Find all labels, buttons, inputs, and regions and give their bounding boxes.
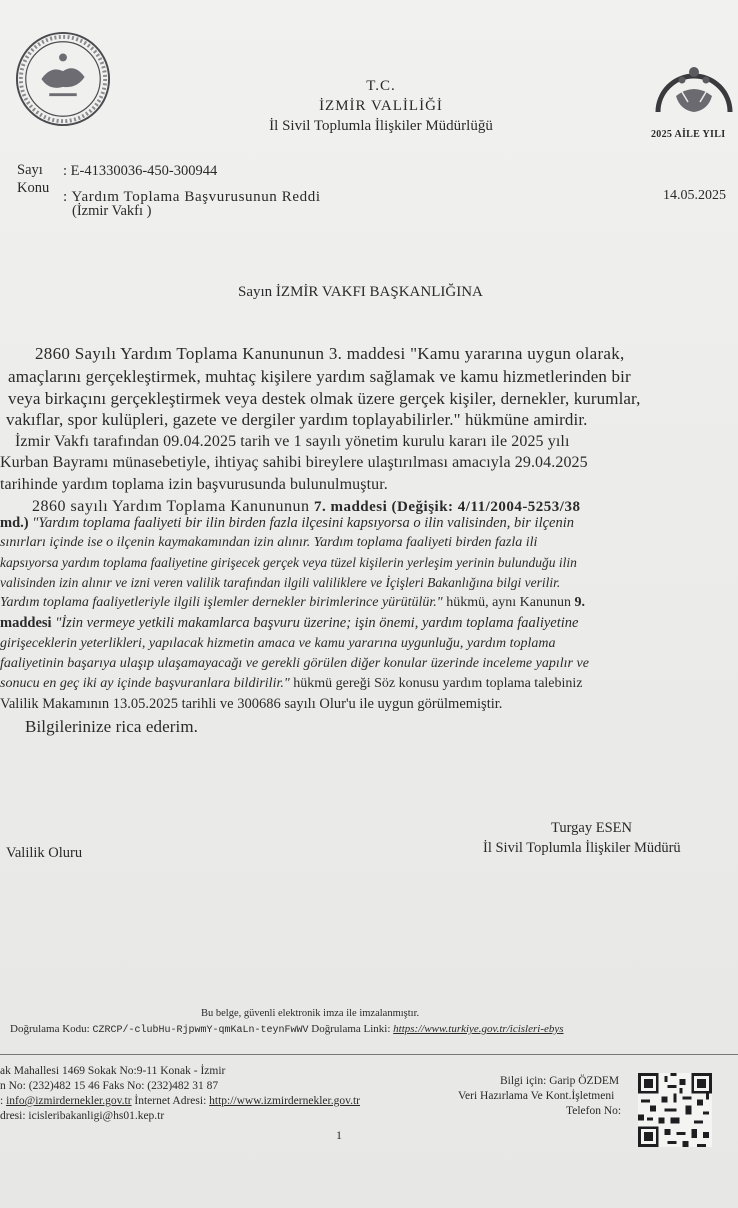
signer-name: Turgay ESEN bbox=[551, 820, 632, 836]
body-line-5: İzmir Vakfı tarafından 09.04.2025 tarih ve 1 sayılı yönetim kurulu kararı ile 2025 yılı bbox=[15, 433, 570, 450]
law-9-quote-start: "İzin vermeye yetkili makamlarca başvuru üzerine; işin önemi, yardım toplama faaliyetine bbox=[51, 615, 579, 631]
footer-contact-prefix: : bbox=[0, 1095, 7, 1107]
rejection-line: Valilik Makamının 13.05.2025 tarihli ve 300686 sayılı Olur'u ile uygun görülmemiştir. bbox=[0, 696, 503, 712]
law-7-lead-text: 2860 sayılı Yardım Toplama Kanununun bbox=[32, 498, 310, 515]
footer-address: ak Mahallesi 1469 Sokak No:9-11 Konak - İzmir bbox=[0, 1065, 226, 1077]
law-7-lead bbox=[32, 498, 580, 516]
body-line-3: veya birkaçını gerçekleştirmek veya destek olmak üzere gerçek kişiler, dernekler, kurumlar, bbox=[8, 389, 641, 408]
law-7-article: 7. maddesi (Değişik: 4/11/2004-5253/38 bbox=[313, 499, 581, 515]
body-line-2: amaçlarını gerçekleştirmek, muhtaç kişilere yardım sağlamak ve kamu hizmetlerinden bir bbox=[8, 367, 631, 386]
law-9-line-3: girişeceklerin yeterlikleri, yapılacak hizmetin amaca ve kamu yararına uygunluğu, yardım toplama bbox=[0, 636, 556, 651]
valilik-oluru: Valilik Oluru bbox=[6, 845, 83, 861]
verification-line bbox=[10, 1023, 564, 1036]
verification-code-label: Doğrulama Kodu: bbox=[10, 1023, 90, 1035]
closing-line: Bilgilerinize rica ederim. bbox=[25, 717, 198, 736]
qr-code-icon bbox=[638, 1073, 712, 1147]
footer-email-link[interactable]: info@izmirdernekler.gov.tr bbox=[6, 1095, 132, 1107]
addressee: Sayın İZMİR VAKFI BAŞKANLIĞINA bbox=[238, 284, 483, 300]
law-9-lead: hükmü, aynı Kanunun bbox=[442, 595, 575, 610]
law-9-line-5 bbox=[0, 676, 583, 692]
law-9-line-2 bbox=[0, 615, 578, 632]
footer-phone: n No: (232)482 15 46 Faks No: (232)482 31 87 bbox=[0, 1080, 219, 1092]
info-phone: Telefon No: bbox=[566, 1105, 622, 1117]
footer-divider bbox=[0, 1054, 738, 1055]
law-9-number: 9. bbox=[574, 595, 586, 610]
document-date: 14.05.2025 bbox=[663, 188, 726, 203]
law-9-line-4: faaliyetinin başarıya ulaşıp ulaşamayacağı ve gerekli görülen diğer konular üzerinde inceleme yapılır ve bbox=[0, 656, 589, 671]
sayi-value: : E-41330036-450-300944 bbox=[63, 163, 218, 179]
body-line-6: Kurban Bayramı münasebetiyle, ihtiyaç sahibi bireylere ulaştırılması amacıyla 29.04.2025 bbox=[0, 454, 588, 471]
e-signature-note: Bu belge, güvenli elektronik imza ile imzalanmıştır. bbox=[201, 1008, 420, 1019]
header-tc: T.C. bbox=[366, 78, 396, 94]
law-7-line-3: sınırları içinde ise o ilçenin kaymakamından izin alınır. Yardım toplama faaliyeti birden fazla ili bbox=[0, 535, 538, 550]
law-9-maddesi: maddesi bbox=[0, 615, 52, 631]
aile-yili-logo bbox=[652, 56, 736, 122]
body-line-1: 2860 Sayılı Yardım Toplama Kanununun 3. maddesi "Kamu yararına uygun olarak, bbox=[35, 344, 625, 363]
sayi-label: Sayı bbox=[17, 162, 43, 178]
law-7-line-4: kapsıyorsa yardım toplama faaliyetine girişecek gerçek veya tüzel kişilerin yerleşim yerinin bulunduğu ilin bbox=[0, 555, 577, 570]
law-7-quote-start: "Yardım toplama faaliyeti bir ilin birden fazla ilçesini kapsıyorsa o ilin valisinden, bir ilçenin bbox=[28, 515, 575, 531]
body-line-7: tarihinde yardım toplama izin başvurusunda bulunulmuştur. bbox=[0, 476, 388, 493]
footer-web-link[interactable]: http://www.izmirdernekler.gov.tr bbox=[209, 1095, 360, 1107]
footer-kep: dresi: icisleribakanligi@hs01.kep.tr bbox=[0, 1110, 165, 1122]
footer-web-label: İnternet Adresi: bbox=[131, 1095, 210, 1107]
page-number: 1 bbox=[336, 1128, 342, 1142]
law-7-quote-end: Yardım toplama faaliyetleriyle ilgili işlemler dernekler birimlerince yürütülür." bbox=[0, 595, 443, 610]
law-7-md: md.) bbox=[0, 515, 29, 531]
header-department: İl Sivil Toplumla İlişkiler Müdürlüğü bbox=[269, 118, 493, 134]
konu-label: Konu bbox=[17, 180, 50, 196]
konu-value: : Yardım Toplama Başvurusunun Reddi bbox=[63, 189, 321, 205]
law-9-tail: hükmü gereği Söz konusu yardım toplama talebiniz bbox=[289, 676, 583, 691]
law-7-line-5: valisinden izin alınır ve izni veren valilik tarafından ilgili valiliklere ve İçişleri Bakanlığına bilgi verilir. bbox=[0, 575, 561, 590]
law-9-quote-end: sonucu en geç iki ay içinde başvuranlara bildirilir." bbox=[0, 676, 290, 691]
law-7-line-2 bbox=[0, 515, 574, 532]
verification-code: CZRCP/-clubHu-RjpwmY-qmKaLn-teynFwWV bbox=[92, 1025, 309, 1036]
info-role: Veri Hazırlama Ve Kont.İşletmeni bbox=[458, 1090, 615, 1102]
header-izmir-valiligi: İZMİR VALİLİĞİ bbox=[319, 98, 443, 114]
law-7-line-6 bbox=[0, 595, 585, 611]
verification-link-label: Doğrulama Linki: bbox=[311, 1023, 391, 1035]
footer-contact bbox=[0, 1095, 360, 1107]
body-line-4: vakıflar, spor kulüpleri, gazete ve dergiler yardım toplayabilirler." hükmüne amirdir. bbox=[6, 410, 588, 429]
konu-value-vakif: (İzmir Vakfı ) bbox=[72, 203, 152, 219]
signer-title: İl Sivil Toplumla İlişkiler Müdürü bbox=[483, 840, 681, 856]
info-contact: Bilgi için: Garip ÖZDEM bbox=[500, 1075, 620, 1087]
verification-link[interactable]: https://www.turkiye.gov.tr/icisleri-ebys bbox=[393, 1023, 564, 1035]
aile-yili-caption: 2025 AİLE YILI bbox=[651, 129, 726, 140]
